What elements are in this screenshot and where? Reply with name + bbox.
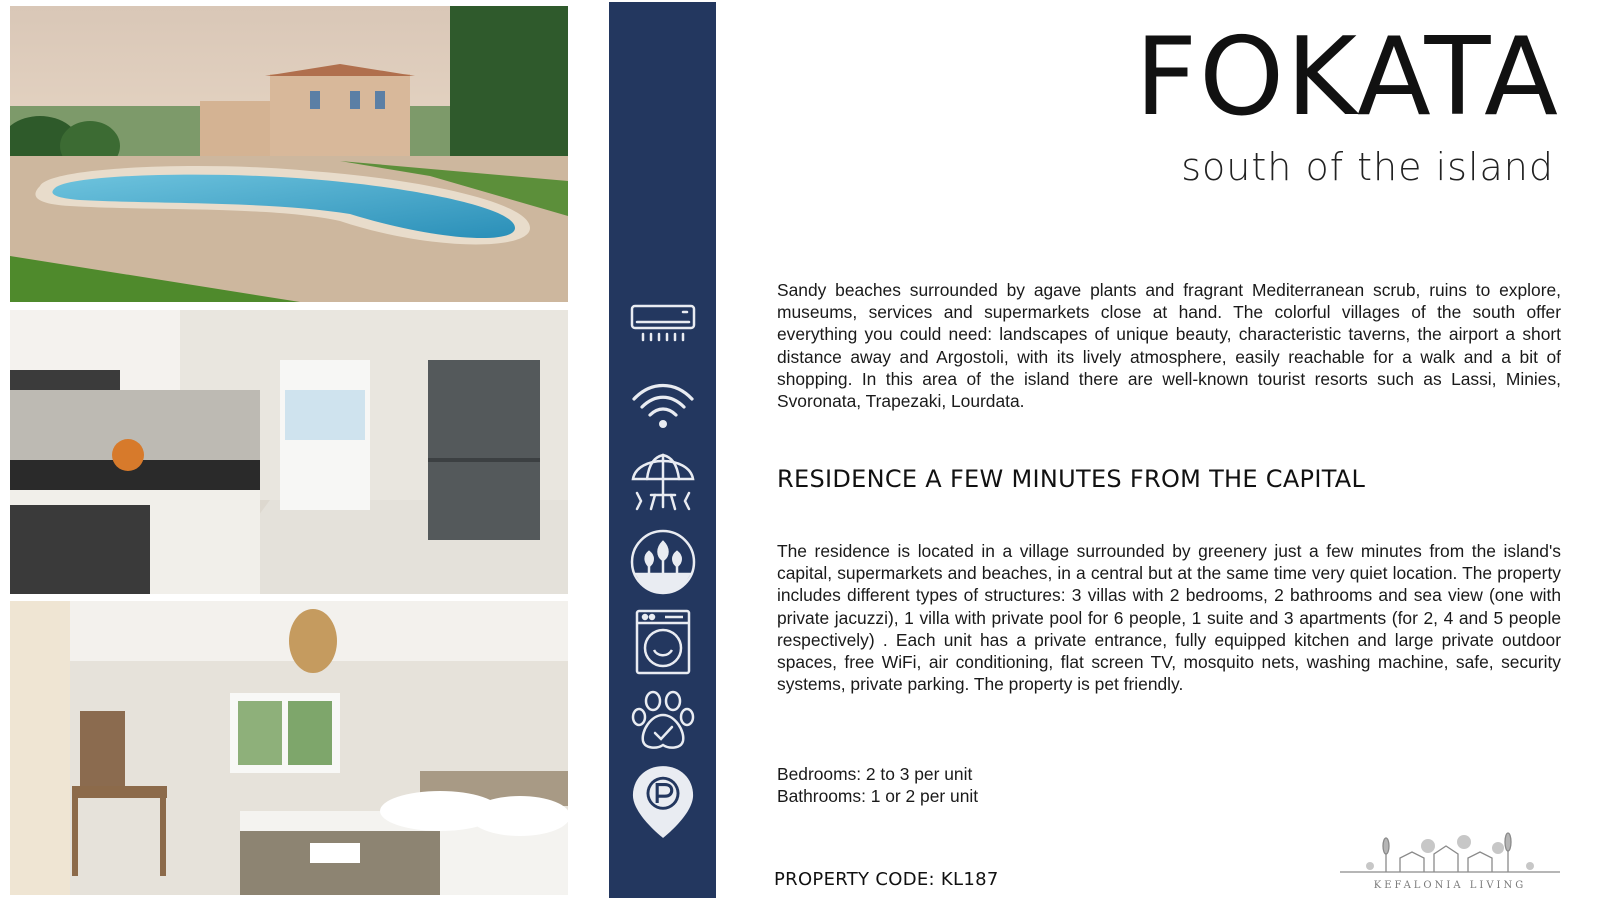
bathrooms-spec: Bathrooms: 1 or 2 per unit (777, 786, 979, 806)
page-subtitle: south of the island (1181, 145, 1554, 189)
pet-friendly-icon (609, 685, 716, 757)
beach-umbrella-icon (609, 447, 716, 519)
page-title: FOKATA (1134, 15, 1560, 140)
intro-paragraph: Sandy beaches surrounded by agave plants and fragrant Mediterranean scrub, ruins to explore, museums, services and supermarkets close at hand. The colorful villages of the south offer everything you could need: landscapes of unique beauty, characteristic taverns, the airport a short distance away and Argostoli, with its lively atmosphere, easily reachable for a walk and a bit of shopping. In this area of the island there are well-known tourist resorts such as Lassi, Minies, Svoronata, Trapezaki, Lourdata. (777, 280, 1561, 412)
garden-flowers-icon (609, 526, 716, 598)
bedroom-photo (10, 601, 568, 895)
kefalonia-living-logo (1340, 832, 1560, 894)
amenity-sidebar (609, 2, 716, 898)
section-heading: RESIDENCE A FEW MINUTES FROM THE CAPITAL (777, 465, 1366, 493)
details-paragraph: The residence is located in a village surrounded by greenery just a few minutes from the island's capital, supermarkets and beaches, in a central but at the same time very quiet location. The property includes different types of structures: 3 villas with 2 bedrooms, 2 bathrooms and sea view (one with private jacuzzi), 1 villa with private pool for 6 people, 1 suite and 3 apartments (for 2, 4 and 5 people respectively) . Each unit has a private entrance, fully equipped kitchen and large private outdoor spaces, free WiFi, air conditioning, flat screen TV, mosquito nets, washing machine, safe, security systems, private parking. The property is pet friendly. (777, 541, 1561, 695)
parking-icon (609, 762, 716, 842)
wifi-icon (609, 369, 716, 441)
bedrooms-spec: Bedrooms: 2 to 3 per unit (777, 764, 973, 784)
property-code: PROPERTY CODE: KL187 (774, 869, 999, 890)
logo-text: KEFALONIA LIVING (1373, 880, 1527, 891)
kitchen-photo (10, 310, 568, 594)
air-conditioner-icon (609, 290, 716, 362)
pool-photo (10, 6, 568, 302)
washing-machine-icon (609, 606, 716, 678)
